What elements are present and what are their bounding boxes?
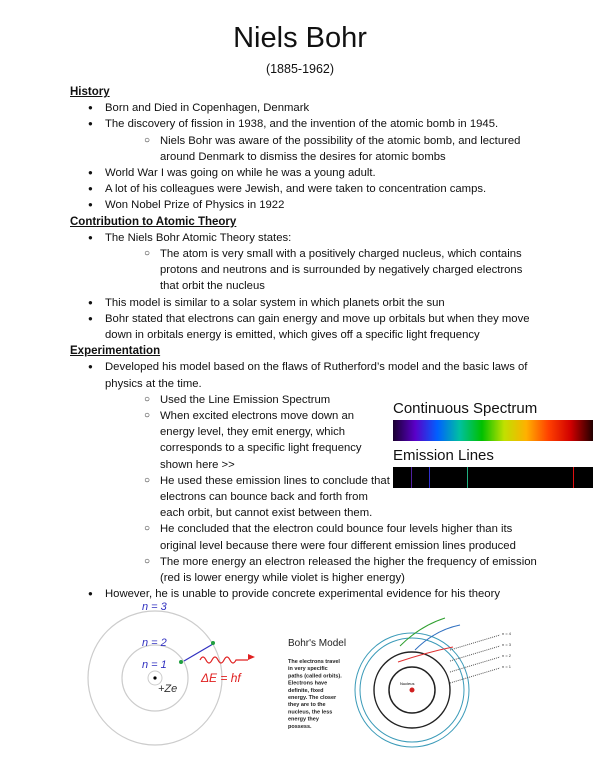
list-item bbox=[70, 554, 540, 586]
caption-line: energy. The closer bbox=[288, 695, 337, 701]
level-label: n = 2 bbox=[502, 653, 512, 658]
list-item-text: ● Developed his model based on the flaws of Rutherford’s model and the basic laws of physics at the time. bbox=[105, 361, 528, 390]
list-item-text: ○ The atom is very small with a positively charged nucleus, which contains protons and neutrons and is surrounded by negatively charged electrons that orbit the nucleus bbox=[160, 248, 523, 293]
caption-line: nucleus, the less bbox=[288, 709, 333, 716]
emission-line bbox=[573, 467, 574, 488]
sketch-caption bbox=[288, 659, 342, 730]
list-item-text: ○ Used the Line Emission Spectrum bbox=[160, 393, 331, 406]
label-energy: ΔE = hf bbox=[201, 671, 241, 685]
caption-line: paths (called orbits). bbox=[288, 673, 342, 680]
label-n1: n = 1 bbox=[142, 659, 167, 671]
list-item bbox=[70, 359, 540, 391]
caption-line: in very specific bbox=[288, 666, 328, 673]
list-item-text: ● World War I was going on while he was a young adult. bbox=[105, 167, 376, 180]
list-item-text: ○ Niels Bohr was aware of the possibility of the atomic bomb, and lectured around Denmark to dismiss the desires for atomic bombs bbox=[160, 134, 521, 163]
level-label: n = 3 bbox=[502, 642, 512, 647]
list-item-text: ○ The more energy an electron released the higher the frequency of emission (red is lower energy while violet is higher energy) bbox=[160, 555, 537, 585]
section-heading: History bbox=[70, 86, 110, 98]
emission-line bbox=[467, 467, 468, 488]
spectrum-image bbox=[393, 400, 593, 488]
emission-line bbox=[429, 467, 430, 488]
section-heading: Experimentation bbox=[70, 345, 161, 358]
caption-line: The electrons travel bbox=[288, 659, 340, 665]
page-title: Niels Bohr bbox=[233, 22, 367, 54]
nucleus-label: Nucleus bbox=[400, 681, 415, 686]
list-item bbox=[70, 116, 540, 132]
caption-line: energy they bbox=[288, 716, 319, 723]
list-item-text: ● Bohr stated that electrons can gain energy and move up orbitals but when they move down in orbitals energy is emitted, which gives off a specific light frequency bbox=[105, 312, 530, 342]
emission-lines-bar bbox=[393, 467, 593, 488]
list-item-text: ● This model is similar to a solar system in which planets orbit the sun bbox=[105, 296, 445, 309]
list-item-text: ● Won Nobel Prize of Physics in 1922 bbox=[105, 199, 285, 212]
list-item bbox=[70, 311, 540, 343]
label-charge: +Ze bbox=[158, 683, 178, 695]
level-label: n = 4 bbox=[502, 631, 512, 636]
level-label: n = 1 bbox=[502, 664, 512, 669]
emission-line bbox=[411, 467, 412, 488]
list-item-text: ● However, he is unable to provide concrete experimental evidence for his theory bbox=[105, 588, 500, 601]
bullet-list bbox=[70, 100, 540, 213]
list-item bbox=[70, 181, 540, 197]
list-item bbox=[70, 521, 540, 553]
list-item bbox=[70, 246, 540, 295]
caption-line: they are to the bbox=[288, 702, 326, 709]
bohr-orbit-diagram bbox=[88, 601, 255, 745]
list-item bbox=[70, 230, 540, 246]
nucleus bbox=[153, 676, 156, 679]
list-item-text: ● A lot of his colleagues were Jewish, and were taken to concentration camps. bbox=[105, 183, 487, 196]
bohrs-model-sketch bbox=[288, 618, 512, 747]
label-n2: n = 2 bbox=[142, 637, 167, 649]
list-item bbox=[70, 197, 540, 213]
list-item-text: ● Born and Died in Copenhagen, Denmark bbox=[105, 102, 310, 115]
list-item-text: ● The Niels Bohr Atomic Theory states: bbox=[105, 231, 292, 244]
caption-line: definite, fixed bbox=[288, 687, 324, 694]
list-item-text: ○ He concluded that the electron could bounce four levels higher than its original level because there were four different emission lines produced bbox=[160, 523, 516, 552]
list-item bbox=[70, 295, 540, 311]
emission-lines-label: Emission Lines bbox=[393, 447, 494, 464]
list-item-text: ○ When excited electrons move down an energy level, they emit energy, which corresponds to a specific light frequency shown here >> bbox=[160, 410, 362, 471]
label-n3: n = 3 bbox=[142, 601, 167, 613]
list-item bbox=[70, 100, 540, 116]
list-item-text: ○ He used these emission lines to conclude that electrons can bounce back and forth from each orbit, but cannot exist between them. bbox=[160, 474, 390, 520]
list-item-text: ● The discovery of fission in 1938, and the invention of the atomic bomb in 1945. bbox=[105, 118, 499, 131]
list-item bbox=[70, 133, 540, 165]
caption-line: possess. bbox=[288, 723, 312, 730]
sketch-title: Bohr's Model bbox=[288, 638, 347, 649]
continuous-spectrum-bar bbox=[393, 420, 593, 441]
document-body bbox=[70, 84, 540, 603]
list-item bbox=[70, 165, 540, 181]
page-subtitle: (1885-1962) bbox=[265, 62, 335, 76]
section-heading: Contribution to Atomic Theory bbox=[70, 215, 237, 228]
bohr-diagrams bbox=[60, 590, 560, 770]
bullet-list bbox=[70, 230, 540, 343]
continuous-spectrum-label: Continuous Spectrum bbox=[393, 400, 538, 417]
caption-line: Electrons have bbox=[288, 680, 328, 687]
